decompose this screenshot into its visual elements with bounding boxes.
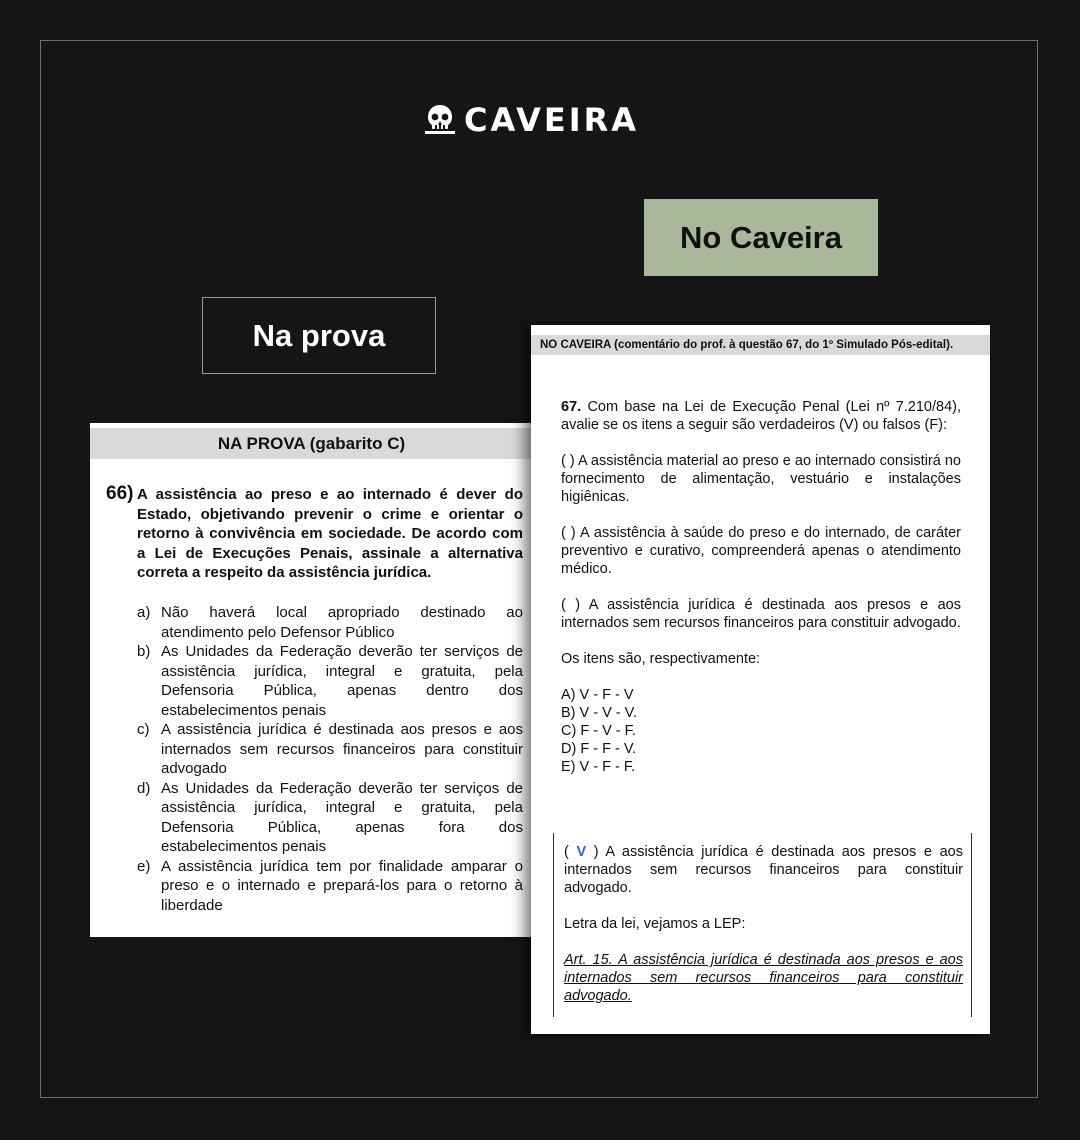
alternative-letter: b) [137, 643, 151, 660]
comment-answer-text: ) A assistência jurídica é destinada aos presos e aos internados sem recursos financeiros para constituir advogado. [564, 844, 963, 896]
exam-question-card [90, 423, 533, 937]
exam-card-header: NA PROVA (gabarito C) [90, 428, 533, 459]
law-citation: Art. 15. A assistência jurídica é destinada aos presos e aos internados sem recursos financeiros para constituir advogado. [564, 952, 963, 1004]
alternative-letter: a) [137, 604, 151, 621]
alternative-text: As Unidades da Federação deverão ter serviços de assistência jurídica, integral e gratuita, pela Defensoria Pública, apenas fora dos estabelecimentos penais [161, 779, 523, 855]
no-caveira-label: No Caveira [644, 199, 878, 276]
true-false-item: ( ) A assistência à saúde do preso e do internado, de caráter preventivo e curativo, compreenderá apenas o atendimento médico. [561, 525, 961, 577]
alternative-c [137, 720, 523, 779]
comment-answer [564, 843, 963, 897]
question-stem [561, 398, 961, 434]
na-prova-label: Na prova [202, 297, 436, 374]
alternative-letter: c) [137, 721, 150, 738]
alternative-text: Não haverá local apropriado destinado ao atendimento pelo Defensor Público [161, 604, 523, 641]
answer-option: C) F - V - F. [561, 723, 636, 739]
answer-option: E) V - F - F. [561, 759, 636, 775]
question-number: 66) [106, 483, 134, 504]
answer-option: D) F - F - V. [561, 741, 637, 757]
alternative-letter: e) [137, 857, 151, 875]
brand-logo [424, 100, 639, 140]
question-stem-text: Com base na Lei de Execução Penal (Lei nº 7.210/84), avalie se os itens a seguir são verdadeiros (V) ou falsos (F): [561, 399, 961, 433]
question-stem: A assistência ao preso e ao internado é dever do Estado, objetivando prevenir o crime e orientar o retorno à convivência em sociedade. De acordo com a Lei de Execuções Penais, assinale a alternativa correta a respeito da assistência jurídica. [137, 486, 523, 581]
comment-intro: Letra da lei, vejamos a LEP: [564, 916, 746, 932]
caveira-question-card [531, 325, 990, 1034]
answer-option: A) V - F - V [561, 687, 634, 703]
alternative-text: As Unidades da Federação deverão ter serviços de assistência jurídica, integral e gratuita, pela Defensoria Pública, apenas dentro dos estabelecimentos penais [161, 643, 523, 719]
true-false-item: ( ) A assistência material ao preso e ao internado consistirá no fornecimento de alimentação, vestuário e instalações higiênicas. [561, 453, 961, 505]
alternatives-list [137, 603, 523, 915]
alternative-text: A assistência jurídica é destinada aos presos e aos internados sem recursos financeiros para constituir advogado [161, 721, 523, 777]
comment-open-paren: ( [564, 844, 577, 860]
true-false-item: ( ) A assistência jurídica é destinada aos presos e aos internados sem recursos financeiros para constituir advogado. [561, 597, 961, 631]
alternative-b [137, 642, 523, 720]
question-number: 67. [561, 399, 582, 415]
answer-option: B) V - V - V. [561, 705, 638, 721]
professor-comment [553, 833, 972, 1017]
alternative-text: A assistência jurídica tem por finalidade amparar o preso e o internado e prepará-los para o retorno à liberdade [161, 857, 523, 914]
alternative-a [137, 603, 523, 642]
alternative-e [137, 857, 523, 916]
alternative-d [137, 779, 523, 857]
skull-icon [424, 103, 456, 137]
items-intro: Os itens são, respectivamente: [561, 651, 761, 667]
caveira-card-header: NO CAVEIRA (comentário do prof. à questão 67, do 1º Simulado Pós-edital). [531, 335, 990, 355]
true-mark: V [576, 844, 587, 860]
alternative-letter: d) [137, 779, 151, 797]
brand-name: CAVEIRA [464, 101, 640, 139]
answer-options [561, 686, 961, 776]
caveira-question-body [561, 398, 961, 776]
